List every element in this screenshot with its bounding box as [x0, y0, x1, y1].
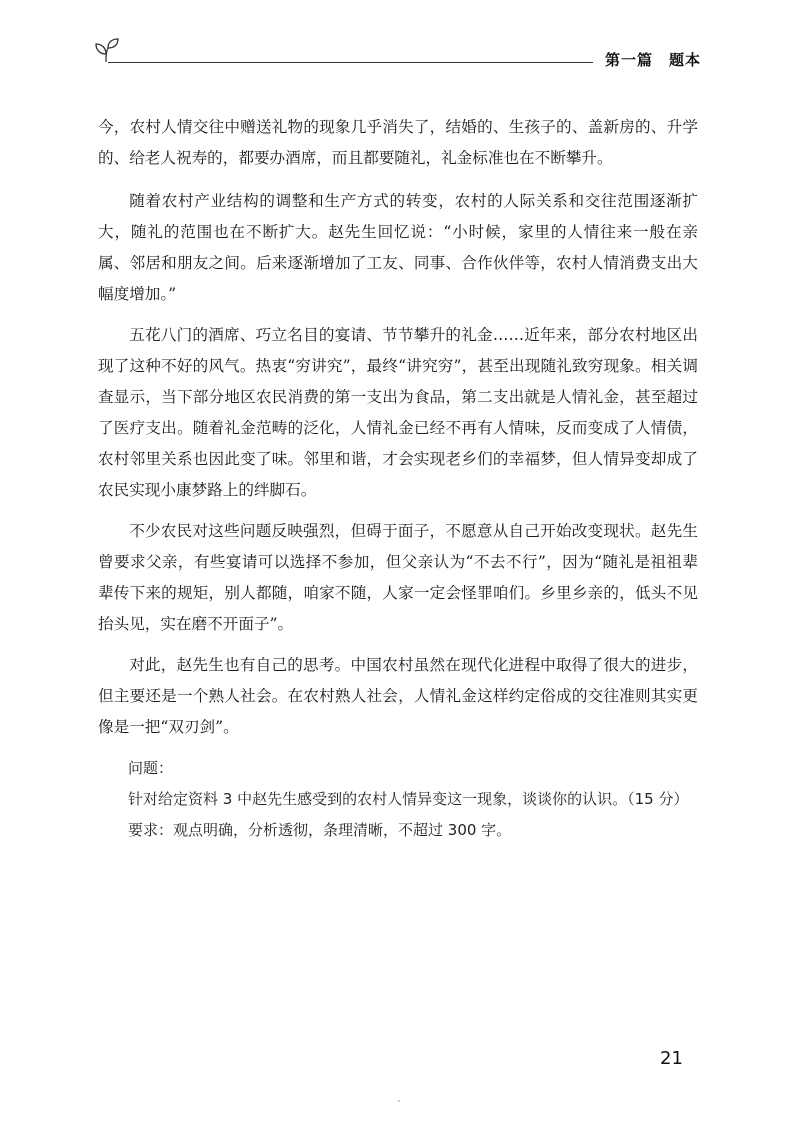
page-header: [0, 0, 800, 80]
paragraph: 对此，赵先生也有自己的思考。中国农村虽然在现代化进程中取得了很大的进步，但主要还是一个熟人社会。在农村熟人社会，人情礼金这样约定俗成的交往准则其实更像是一把“双刃剑”。: [98, 656, 698, 736]
paragraph: 随着农村产业结构的调整和生产方式的转变，农村的人际关系和交往范围逐渐扩大，随礼的范围也在不断扩大。赵先生回忆说：“小时候，家里的人情往来一般在亲属、邻居和朋友之间。后来逐渐增加了工友、同事、合作伙伴等，农村人情消费支出大幅度增加。”: [98, 192, 698, 303]
paragraph: 五花八门的酒席、巧立名目的宴请、节节攀升的礼金……近年来，部分农村地区出现了这种不好的风气。热衷“穷讲究”，最终“讲究穷”，甚至出现随礼致穷现象。相关调查显示，当下部分地区农民消费的第一支出为食品，第二支出就是人情礼金，甚至超过了医疗支出。随着礼金范畴的泛化，人情礼金已经不再有人情味，反而变成了人情债，农村邻里关系也因此变了味。邻里和谐，才会实现老乡们的幸福梦，但人情异变却成了农民实现小康梦路上的绊脚石。: [98, 326, 698, 499]
page-number: 21: [660, 1048, 683, 1069]
article-body: [98, 112, 698, 846]
paragraph: 不少农民对这些问题反映强烈，但碍于面子，不愿意从自己开始改变现状。赵先生曾要求父亲，有些宴请可以选择不参加，但父亲认为“不去不行”，因为“随礼是祖祖辈辈传下来的规矩，别人都随，咱家不随，人家一定会怪罪咱们。乡里乡亲的，低头不见抬头见，实在磨不开面子”。: [98, 522, 698, 633]
question-label: 问题：: [128, 759, 174, 777]
question-prompt: 针对给定资料 3 中赵先生感受到的农村人情异变这一现象，谈谈你的认识。（15 分）: [128, 790, 689, 808]
scan-speck: [398, 1100, 400, 1102]
section-title: 第一篇 题本: [605, 51, 702, 69]
question-requirement: 要求：观点明确，分析透彻，条理清晰，不超过 300 字。: [128, 821, 512, 839]
header-divider: [108, 62, 593, 63]
paragraph: 今，农村人情交往中赠送礼物的现象几乎消失了，结婚的、生孩子的、盖新房的、升学的、给老人祝寿的，都要办酒席，而且都要随礼，礼金标准也在不断攀升。: [98, 118, 698, 167]
